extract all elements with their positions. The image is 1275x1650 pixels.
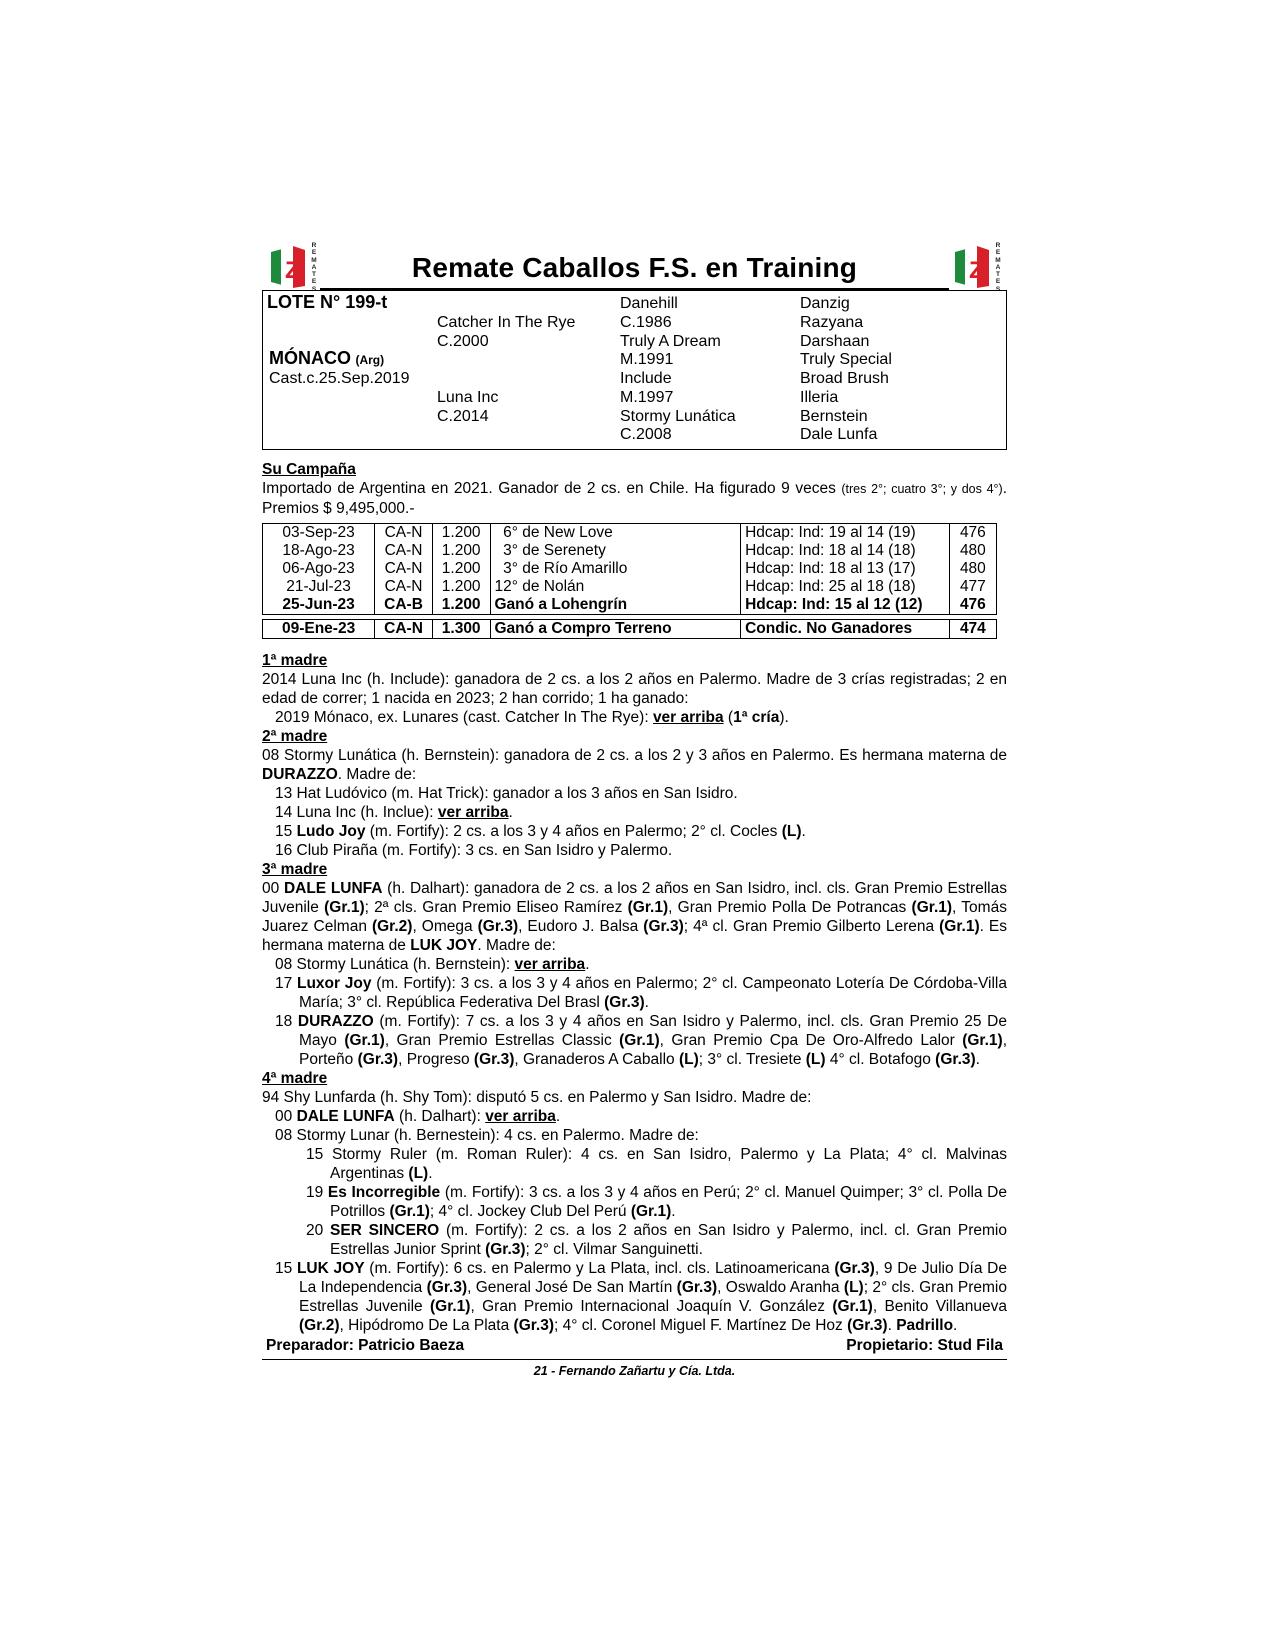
zr-logo-left	[265, 242, 321, 292]
svg-text:Z: Z	[969, 257, 984, 284]
campaign-summary: Importado de Argentina en 2021. Ganador de 2 cs. en Chile. Ha figurado 9 veces (tres 2°; cuatro 3°; y dos 4°). Premios $ 9,495,000.-	[262, 480, 1007, 517]
race-row: 21-Jul-23 CA-N 1.200 12° de Nolán Hdcap: Ind: 25 al 18 (18) 477	[263, 578, 997, 596]
page-title: Remate Caballos F.S. en Training	[320, 240, 949, 290]
dam4-title: 4ª madre	[262, 1070, 328, 1087]
gen3-entry: Stormy Lunática	[620, 408, 736, 425]
gen3-entry: C.1986	[620, 314, 672, 331]
gen4-entry: Bernstein	[800, 408, 868, 425]
campaign-section	[262, 460, 1007, 639]
dam3-title: 3ª madre	[262, 861, 328, 878]
gen4-entry: Danzig	[800, 295, 850, 312]
dam1-title: 1ª madre	[262, 652, 328, 669]
page-header	[262, 240, 1007, 296]
race-row-last: 09-Ene-23 CA-N 1.300 Ganó a Compro Terreno Condic. No Ganadores 474	[263, 620, 997, 639]
dam3-section	[262, 860, 1007, 1069]
dam4-grand-offspring: 19 Es Incorregible (m. Fortify): 3 cs. a los 3 y 4 años en Perú; 2° cl. Manuel Quimper; 3° cl. Polla De Potrillos (Gr.1); 4° cl. Jockey Club Del Perú (Gr.1).	[306, 1184, 1007, 1220]
dam2-offspring: 15 Ludo Joy (m. Fortify): 2 cs. a los 3 y 4 años en Palermo; 2° cl. Cocles (L).	[275, 823, 806, 840]
see-above-link: ver arriba	[652, 709, 724, 726]
dam2-offspring: 14 Luna Inc (h. Inclue): ver arriba.	[275, 804, 513, 821]
dam4-grand-offspring: 20 SER SINCERO (m. Fortify): 2 cs. a los 2 años en San Isidro y Palermo, incl. cl. Gran Premio Estrellas Junior Sprint (Gr.3); 2° cl. Vilmar Sanguinetti.	[306, 1222, 1007, 1258]
logo-vertical-text: R E M A T E S	[995, 242, 1001, 293]
dam1-text: 2014 Luna Inc (h. Include): ganadora de 2 cs. a los 2 años en Palermo. Madre de 3 crías registradas; 2 en edad de correr; 1 nacida en 2023; 2 han corrido; 1 ha ganado:	[262, 671, 1007, 707]
race-row: 25-Jun-23 CA-B 1.200 Ganó a Lohengrín Hdcap: Ind: 15 al 12 (12) 476	[263, 596, 997, 615]
catalog-page	[262, 240, 1007, 1378]
dam4-grand-offspring: 15 Stormy Ruler (m. Roman Ruler): 4 cs. en San Isidro, Palermo y La Plata; 4° cl. Malvinas Argentinas (L).	[306, 1146, 1007, 1182]
dam2-title: 2ª madre	[262, 728, 328, 745]
race-row: 03-Sep-23 CA-N 1.200 6° de New Love Hdcap: Ind: 19 al 14 (19) 476	[263, 524, 997, 543]
dam4-offspring: 00 DALE LUNFA (h. Dalhart): ver arriba.	[275, 1108, 561, 1125]
gen3-entry: Include	[620, 370, 672, 387]
dam1-offspring: 2019 Mónaco, ex. Lunares (cast. Catcher In The Rye): ver arriba (1ª cría).	[275, 709, 789, 726]
horse-name: MÓNACO (Arg)	[269, 348, 385, 368]
dam2-offspring: 13 Hat Ludóvico (m. Hat Trick): ganador a los 3 años en San Isidro.	[275, 785, 738, 802]
logo-vertical-text: R E M A T E S	[311, 242, 317, 293]
zr-logo-right	[951, 242, 1007, 292]
race-row: 06-Ago-23 CA-N 1.200 3° de Río Amarillo Hdcap: Ind: 18 al 13 (17) 480	[263, 560, 997, 578]
gen4-entry: Darshaan	[800, 333, 870, 350]
trainer-owner-row	[262, 1337, 1007, 1357]
gen4-entry: Broad Brush	[800, 370, 889, 387]
see-above-link: ver arriba	[514, 956, 586, 973]
page-number: 21 - Fernando Zañartu y Cía. Ltda.	[533, 1364, 736, 1378]
gen4-entry: Razyana	[800, 314, 864, 331]
campaign-title: Su Campaña	[262, 461, 356, 478]
dam2-section	[262, 727, 1007, 860]
dam2-text: 08 Stormy Lunática (h. Bernstein): ganadora de 2 cs. a los 2 y 3 años en Palermo. Es hermana materna de DURAZZO. Madre de:	[262, 747, 1007, 783]
see-above-link: ver arriba	[437, 804, 509, 821]
dam2-offspring: 16 Club Piraña (m. Fortify): 3 cs. en San Isidro y Palermo.	[275, 842, 673, 859]
dam3-text: 00 DALE LUNFA (h. Dalhart): ganadora de 2 cs. a los 2 años en San Isidro, incl. cls. Gran Premio Estrellas Juvenile (Gr.1); 2ª cls. Gran Premio Eliseo Ramírez (Gr.1), Gran Premio Polla De Potrancas (Gr.1), Tomás Juarez Celman (Gr.2), Omega (Gr.3), Eudoro J. Balsa (Gr.3); 4ª cl. Gran Premio Gilberto Lerena (Gr.1). Es hermana materna de LUK JOY. Madre de:	[262, 880, 1008, 954]
race-table	[262, 523, 997, 639]
trainer: Preparador: Patricio Baeza	[266, 1337, 465, 1354]
gen4-entry: Truly Special	[800, 351, 892, 368]
dam3-offspring: 18 DURAZZO (m. Fortify): 7 cs. a los 3 y 4 años en San Isidro y Palermo, incl. cls. Gran Premio 25 De Mayo (Gr.1), Gran Premio Estrellas Classic (Gr.1), Gran Premio Cpa De Oro-Alfredo Lalor (Gr.1), Porteño (Gr.3), Progreso (Gr.3), Granaderos A Caballo (L); 3° cl. Tresiete (L) 4° cl. Botafogo (Gr.3).	[275, 1013, 1008, 1068]
svg-text:Z: Z	[285, 257, 300, 284]
gen4-entry: Illeria	[800, 389, 839, 406]
dam4-offspring: 08 Stormy Lunar (h. Bernestein): 4 cs. en Palermo. Madre de:	[275, 1127, 699, 1144]
gen3-entry: M.1991	[620, 351, 674, 368]
lot-number: LOTE N° 199-t	[267, 292, 388, 312]
dam-description: C.2014	[437, 408, 489, 425]
dam4-text: 94 Shy Lunfarda (h. Shy Tom): disputó 5 cs. en Palermo y San Isidro. Madre de:	[262, 1089, 812, 1106]
sire-description: C.2000	[437, 333, 489, 350]
gen3-entry: Truly A Dream	[620, 333, 721, 350]
owner: Propietario: Stud Fila	[846, 1337, 1003, 1354]
gen3-entry: C.2008	[620, 426, 672, 443]
horse-description: Cast.c.25.Sep.2019	[269, 370, 410, 387]
race-row: 18-Ago-23 CA-N 1.200 3° de Serenety Hdcap: Ind: 18 al 14 (18) 480	[263, 542, 997, 560]
dam4-offspring: 15 LUK JOY (m. Fortify): 6 cs. en Palermo y La Plata, incl. cls. Latinoamericana (Gr.3), 9 De Julio Día De La Independencia (Gr.3), General José De San Martín (Gr.3), Oswaldo Aranha (L); 2° cls. Gran Premio Estrellas Juvenile (Gr.1), Gran Premio Internacional Joaquín V. González (Gr.1), Benito Villanueva (Gr.2), Hipódromo De La Plata (Gr.3); 4° cl. Coronel Miguel F. Martínez De Hoz (Gr.3). Padrillo.	[275, 1260, 1007, 1334]
pedigree-box	[262, 290, 1007, 450]
gen3-entry: Danehill	[620, 295, 678, 312]
dam1-section	[262, 651, 1007, 727]
footer-divider	[262, 1359, 1007, 1360]
gen3-entry: M.1997	[620, 389, 674, 406]
sire-name: Catcher In The Rye	[437, 314, 576, 331]
dam-name: Luna Inc	[437, 389, 499, 406]
dam4-section	[262, 1069, 1007, 1335]
gen4-entry: Dale Lunfa	[800, 426, 878, 443]
see-above-link: ver arriba	[485, 1108, 556, 1125]
dam3-offspring: 17 Luxor Joy (m. Fortify): 3 cs. a los 3 y 4 años en Palermo; 2° cl. Campeonato Lotería De Córdoba-Villa María; 3° cl. República Federativa Del Brasl (Gr.3).	[275, 975, 1007, 1011]
dam3-offspring: 08 Stormy Lunática (h. Bernstein): ver arriba.	[275, 956, 590, 973]
